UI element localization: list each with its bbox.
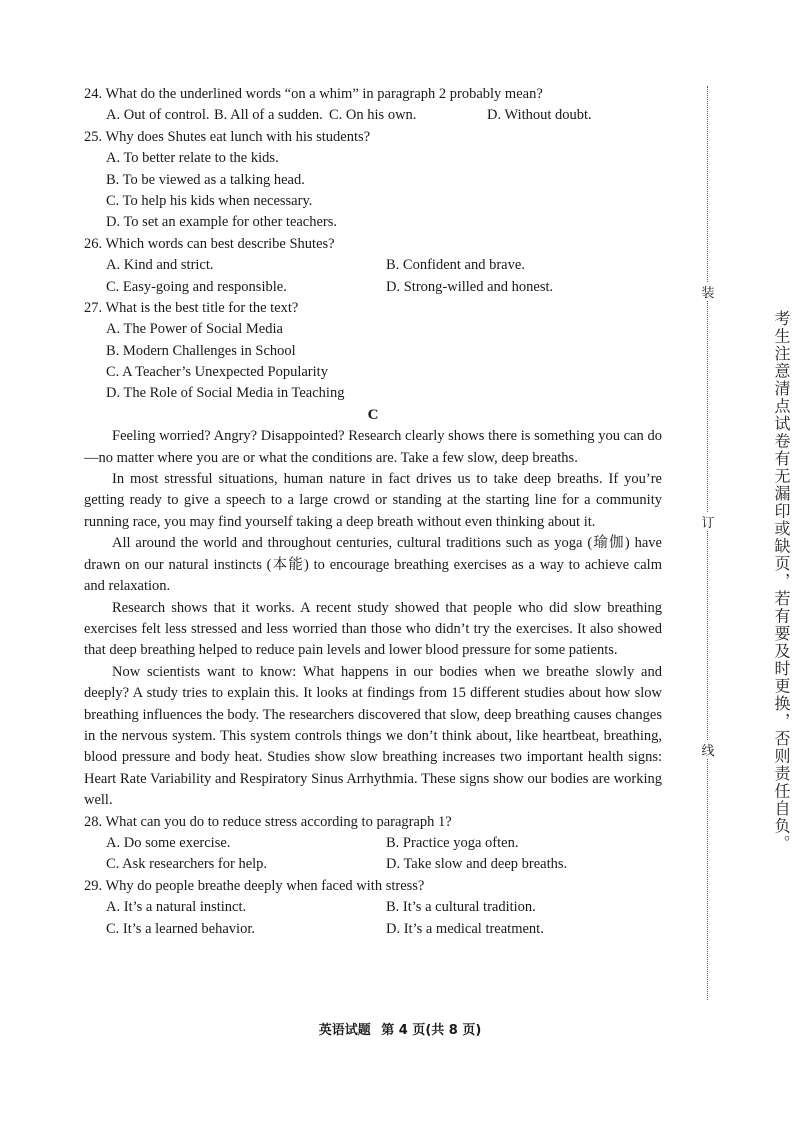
question-28-options-row-2 [84, 854, 662, 875]
option-c: C. Easy-going and responsible. [106, 278, 287, 295]
question-26-options-row-1 [84, 255, 662, 276]
section-heading: C [367, 406, 379, 423]
footer-subject: 英语试题 [318, 1023, 371, 1038]
question-27-stem: 27. What is the best title for the text? [84, 299, 299, 316]
passage-paragraph-5: Now scientists want to know: What happens in our bodies when we breathe slowly and deeply? A study tries to explain this. It looks at findings from 15 different studies about how slow breathing influences the body. The researchers discovered that slow, deep breathing causes changes in the nervous system. This system controls things we don’t think about, like heartbeat, breathing, blood pressure and body heat. Studies show slow breathing increases two important health signs: Heart Rate Variability and Respiratory Sinus Arrhythmia. These signs show our bodies are working well. [84, 663, 662, 809]
option-c: C. To help his kids when necessary. [106, 192, 313, 209]
option-b: B. Practice yoga often. [386, 834, 519, 851]
option-a: A. It’s a natural instinct. [106, 899, 247, 916]
option-b: B. To be viewed as a talking head. [106, 171, 305, 188]
question-26-options-row-2 [84, 277, 662, 298]
passage-paragraph-1: Feeling worried? Angry? Disappointed? Research clearly shows there is something you can do—no matter where you are or what the conditions are. Take a few slow, deep breaths. [84, 428, 662, 466]
option-d: D. Without doubt. [487, 107, 592, 124]
option-b: B. It’s a cultural tradition. [386, 899, 536, 916]
binding-mark-xian: 线 [698, 740, 718, 759]
passage-paragraph-4: Research shows that it works. A recent study showed that people who did slow breathing exercises felt less stressed and less worried than those who didn’t try the exercises. It also showed that deep breathing helped to reduce pain levels and lower blood pressure for some patients. [84, 599, 662, 659]
option-a: A. The Power of Social Media [106, 321, 283, 338]
option-d: D. The Role of Social Media in Teaching [106, 385, 345, 402]
option-a: A. To better relate to the kids. [106, 150, 279, 167]
question-29-options-row-2 [84, 919, 662, 940]
option-d: D. Strong-willed and honest. [386, 278, 554, 295]
question-26-stem: 26. Which words can best describe Shutes? [84, 235, 335, 252]
question-29-options-row-1 [84, 897, 662, 918]
question-24-stem: 24. What do the underlined words “on a whim” in paragraph 2 probably mean? [84, 86, 543, 102]
passage-paragraph-3: All around the world and throughout centuries, cultural traditions such as yoga (瑜伽) have drawn on our natural instincts (本能) to encourage breathing exercises as a way to achieve calm and relaxation. [84, 535, 662, 595]
option-d: D. It’s a medical treatment. [386, 920, 544, 937]
option-b: B. Confident and brave. [386, 257, 525, 274]
option-c: C. A Teacher’s Unexpected Popularity [106, 364, 328, 381]
option-d: D. To set an example for other teachers. [106, 214, 338, 231]
option-a: A. Out of control. [106, 107, 210, 124]
page-content [84, 84, 662, 940]
candidate-notice: 考生注意清点试卷有无漏印或缺页，若有要及时更换，否则责任自负。 [772, 310, 791, 853]
option-c: C. On his own. [329, 107, 417, 124]
passage-paragraph-2: In most stressful situations, human nature in fact drives us to take deep breaths. If you’re getting ready to give a speech to a large crowd or standing at the starting line for a community running race, you may find yourself taking a deep breath without even thinking about it. [84, 471, 662, 530]
binding-dotted-line [707, 86, 708, 1000]
option-a: A. Kind and strict. [106, 257, 214, 274]
binding-mark-ding: 订 [698, 512, 718, 531]
option-c: C. Ask researchers for help. [106, 856, 268, 873]
question-28-stem: 28. What can you do to reduce stress according to paragraph 1? [84, 813, 452, 830]
question-29-stem: 29. Why do people breathe deeply when faced with stress? [84, 877, 425, 894]
option-d: D. Take slow and deep breaths. [386, 856, 568, 873]
page-footer [0, 1019, 800, 1038]
question-25-stem: 25. Why does Shutes eat lunch with his students? [84, 128, 371, 145]
question-28-options-row-1 [84, 833, 662, 854]
option-a: A. Do some exercise. [106, 834, 231, 851]
footer-page-number: 第 4 页(共 8 页) [381, 1023, 482, 1038]
option-b: B. All of a sudden. [214, 107, 323, 124]
question-24-options [84, 105, 662, 126]
binding-mark-zhuang: 装 [698, 282, 718, 301]
option-b: B. Modern Challenges in School [106, 342, 296, 359]
option-c: C. It’s a learned behavior. [106, 920, 255, 937]
